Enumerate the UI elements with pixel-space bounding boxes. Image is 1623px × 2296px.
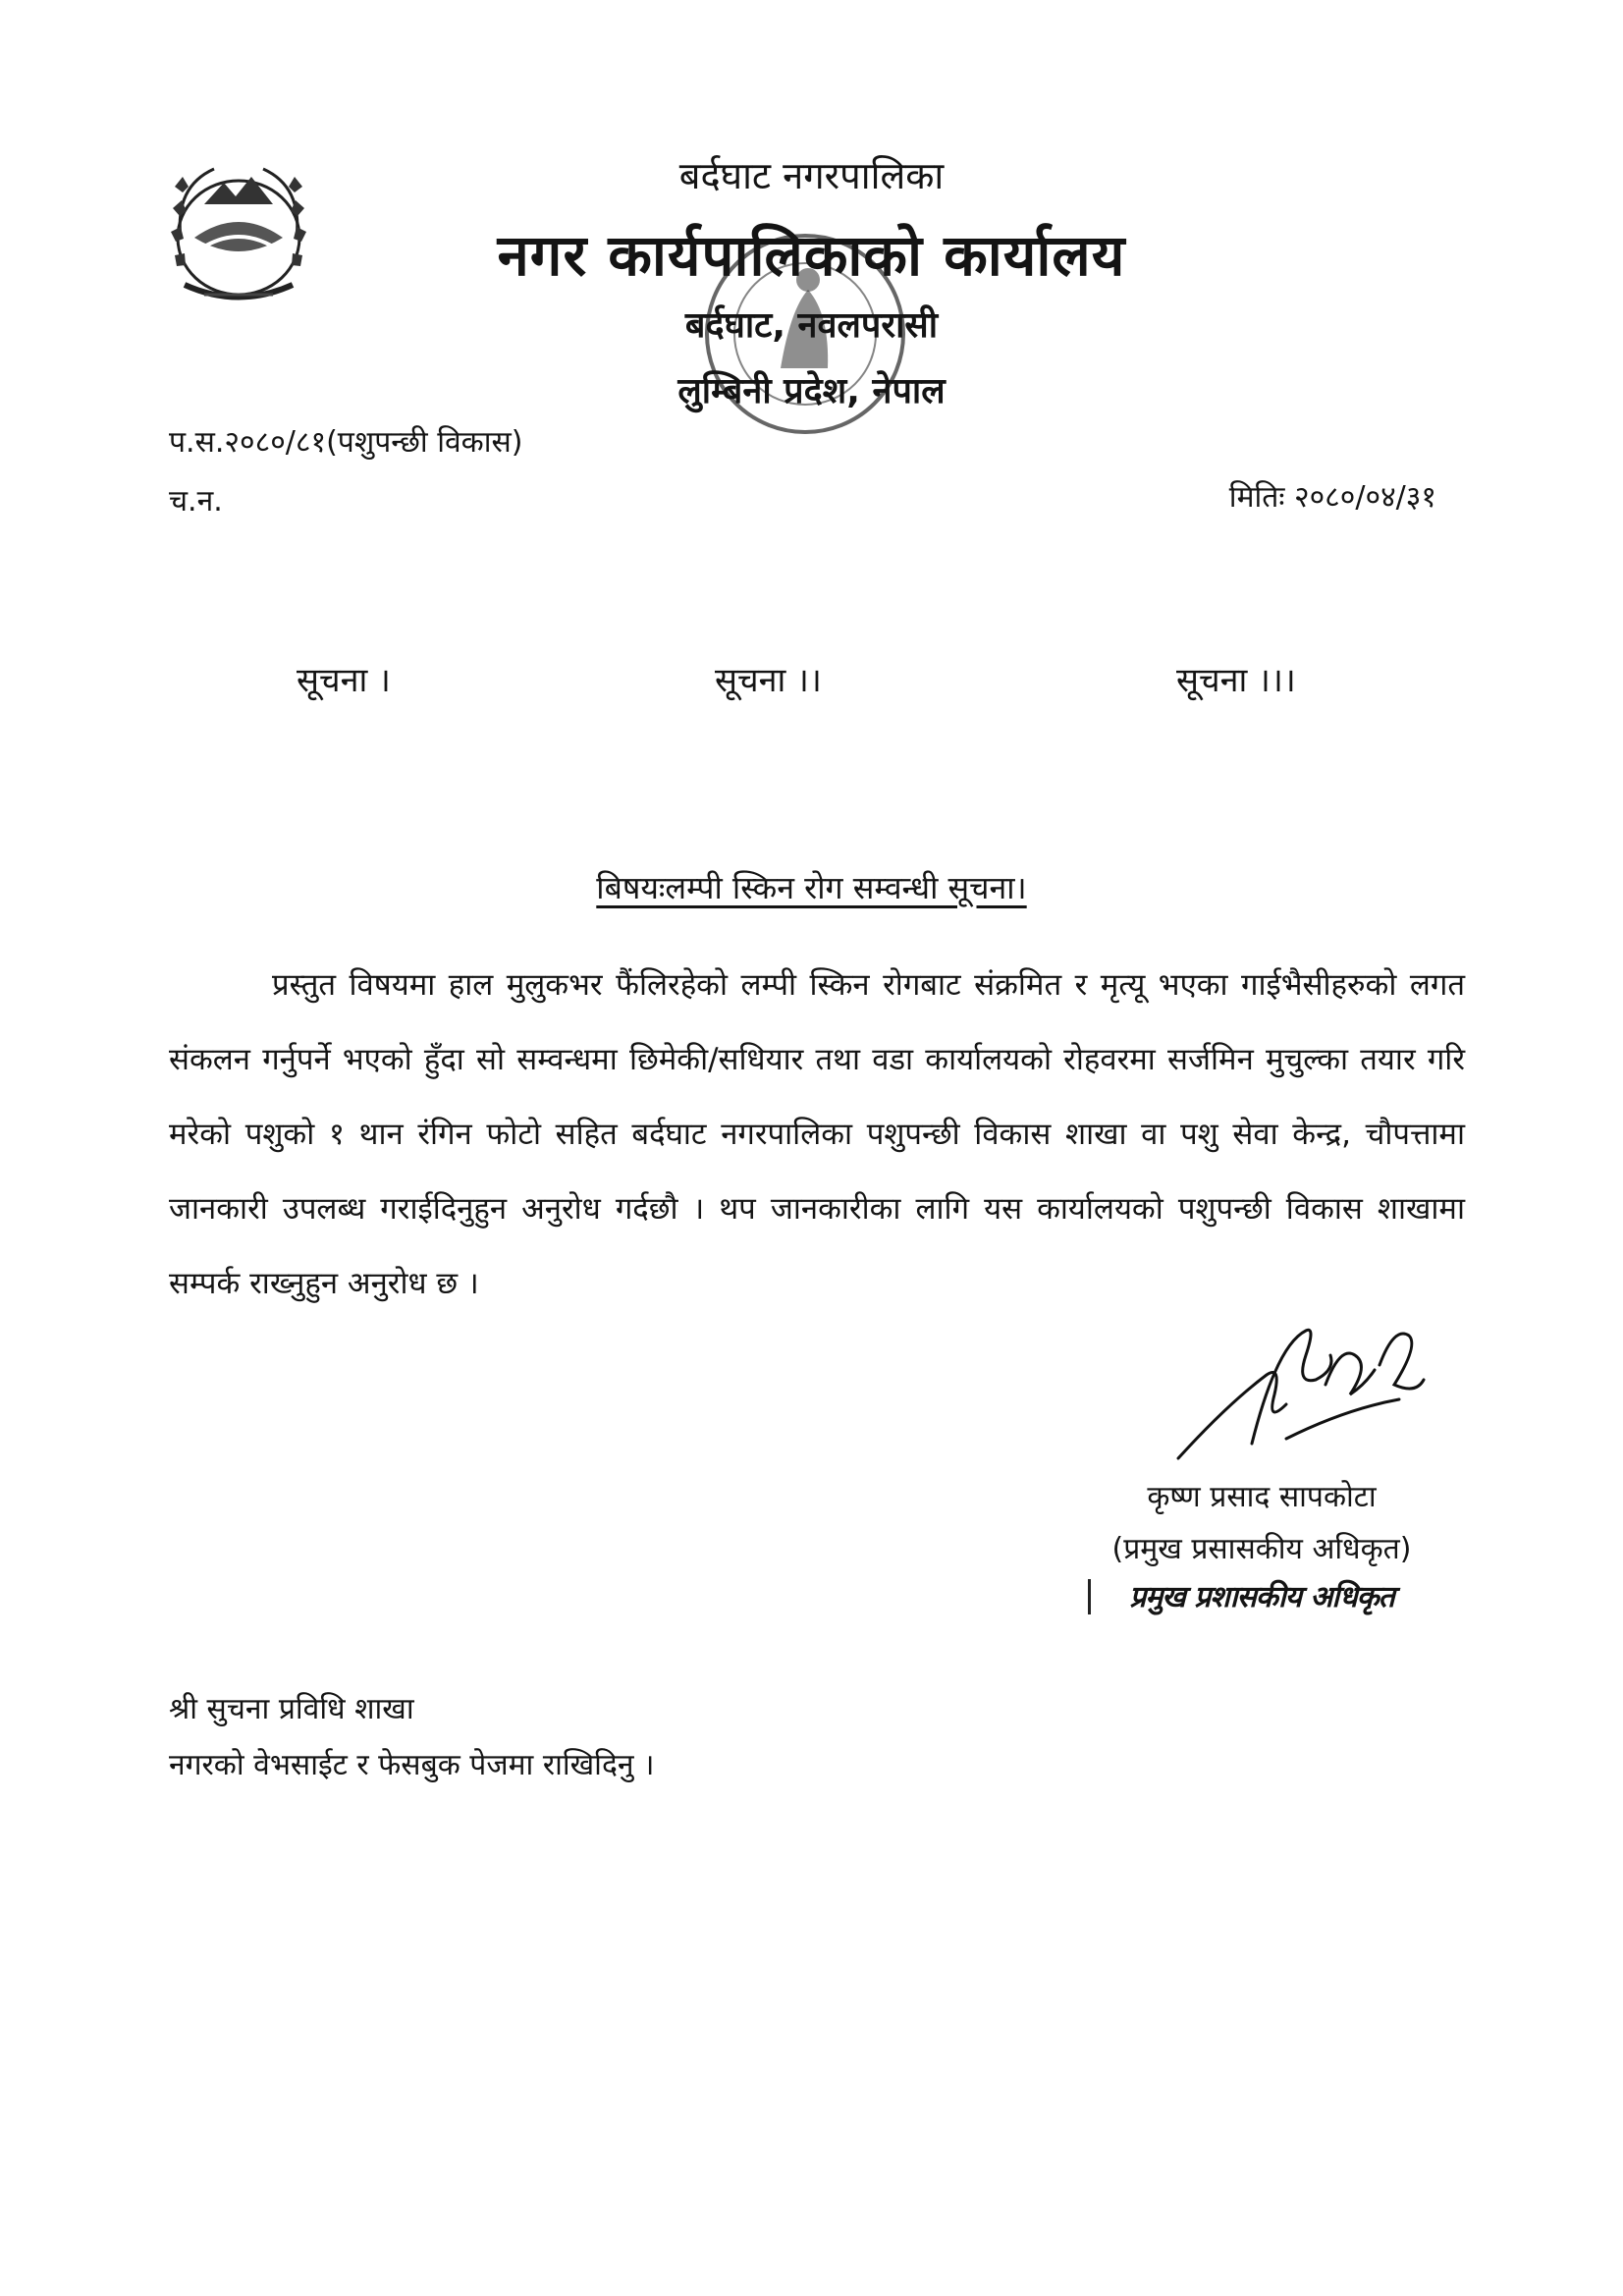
signer-name: कृष्ण प्रसाद सापकोटा: [1147, 1480, 1377, 1514]
designation-seal: प्रमुख प्रशासकीय अधिकृत: [1129, 1580, 1394, 1614]
notice-label-1: सूचना ।: [297, 661, 391, 700]
municipality-name: बर्दघाट नगरपालिका: [678, 154, 945, 197]
office-title: नगर कार्यपालिकाको कार्यालय: [497, 222, 1126, 289]
subject-text: बिषयःलम्पी स्किन रोग सम्वन्धी सूचना।: [596, 869, 1027, 906]
notice-label-3: सूचना ।।।: [1176, 661, 1296, 700]
body-paragraph: प्रस्तुत विषयमा हाल मुलुकभर फैंलिरहेको लम्पी स्किन रोगबाट संक्रमित र मृत्यू भएका गाईभैसीहरुको लगत संकलन गर्नुपर्ने भएको हुँदा सो सम्वन्धमा छिमेकी/सधियार तथा वडा कार्यालयको रोहवरमा सर्जमिन मुचुल्का तयार गरि मरेको पशुको १ थान रंगिन फोटो सहित बर्दघाट नगरपालिका पशुपन्छी विकास शाखा वा पशु सेवा केन्द्र, चौपत्तामा जानकारी उपलब्ध गराईदिनुहुन अनुरोध गर्दछौ । थप जानकारीका लागि यस कार्यालयको पशुपन्छी विकास शाखामा सम्पर्क राख्नुहुन अनुरोध छ ।: [169, 967, 1465, 1301]
notice-label-2: सूचना ।।: [715, 661, 822, 700]
office-province: लुम्बिनी प्रदेश, नेपाल: [677, 371, 946, 411]
cc-recipient: श्री सुचना प्रविधि शाखा: [169, 1692, 414, 1726]
letter-date: मितिः २०८०/०४/३१: [1228, 480, 1436, 515]
letter-reference: प.स.२०८०/८१(पशुपन्छी विकास): [169, 425, 523, 460]
office-address: बर्दघाट, नवलपरासी: [684, 305, 939, 346]
signer-title: (प्रमुख प्रसासकीय अधिकृत): [1111, 1532, 1412, 1566]
dispatch-number: च.न.: [169, 484, 223, 519]
subject-line: [0, 866, 1623, 908]
cc-instruction: नगरको वेभसाईट र फेसबुक पेजमा राखिदिनु ।: [169, 1748, 655, 1782]
handwritten-signature: [1159, 1286, 1434, 1473]
